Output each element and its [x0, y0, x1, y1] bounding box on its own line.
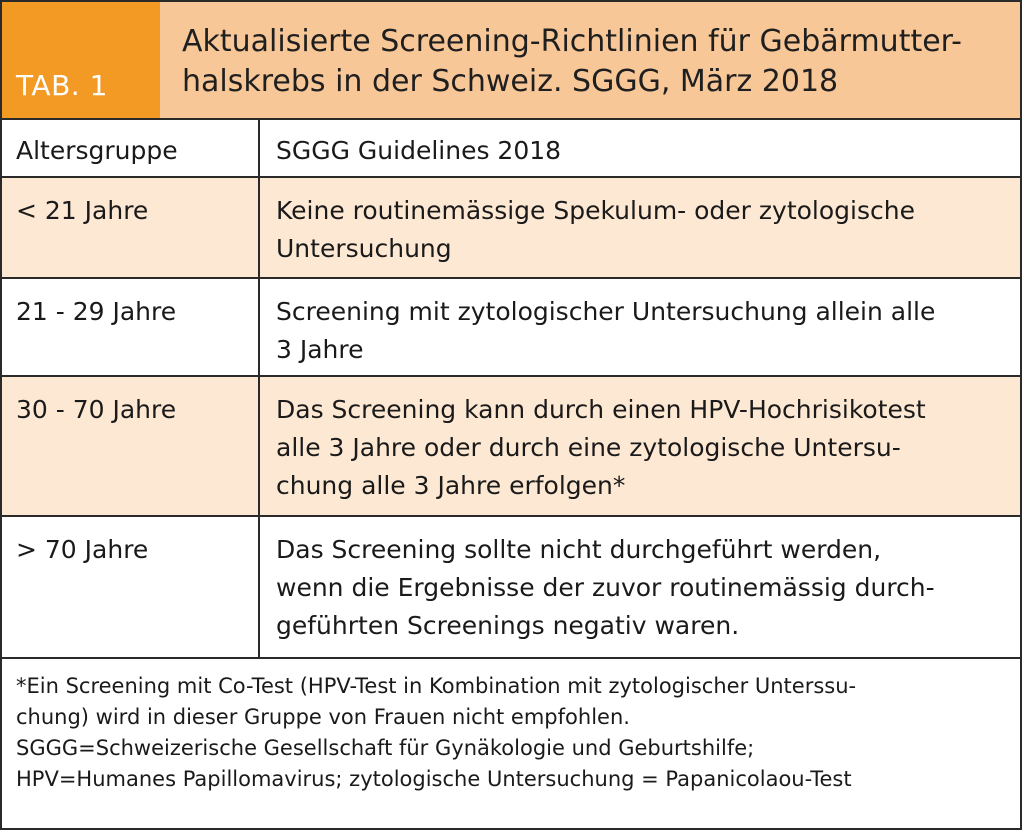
table-row: [2, 279, 1020, 377]
age-group-cell: 30 - 70 Jahre: [2, 377, 260, 515]
table-row: [2, 178, 1020, 279]
age-group-cell: 21 - 29 Jahre: [2, 279, 260, 375]
footnote-line: HPV=Humanes Papillomavirus; zytologische Untersuchung = Papanicolaou-Test: [16, 767, 852, 791]
guideline-line: alle 3 Jahre oder durch eine zytologische Untersu-: [276, 433, 901, 462]
guideline-line: 3 Jahre: [276, 335, 364, 364]
guideline-cell: [260, 377, 1020, 515]
guideline-cell: [260, 178, 1020, 277]
guideline-line: Das Screening sollte nicht durchgeführt werden,: [276, 535, 882, 564]
table-header: [2, 2, 1020, 120]
title-line-2: halskrebs in der Schweiz. SGGG, März 2018: [182, 64, 839, 99]
table-title: [160, 2, 1020, 118]
footnote-line: *Ein Screening mit Co-Test (HPV-Test in Kombination mit zytologischer Unterssu-: [16, 674, 857, 698]
table-footnote: [2, 659, 1020, 795]
tab-label: TAB. 1: [2, 2, 160, 118]
guideline-cell: [260, 279, 1020, 375]
guideline-line: wenn die Ergebnisse der zuvor routinemässig durch-: [276, 573, 935, 602]
table-row: [2, 377, 1020, 517]
column-header-guidelines: SGGG Guidelines 2018: [276, 136, 562, 165]
guideline-line: geführten Screenings negativ waren.: [276, 611, 740, 640]
footnote-line: chung) wird in dieser Gruppe von Frauen nicht empfohlen.: [16, 705, 630, 729]
footnote-line: SGGG=Schweizerische Gesellschaft für Gynäkologie und Geburtshilfe;: [16, 736, 755, 760]
guideline-cell: [260, 517, 1020, 657]
guideline-line: Keine routinemässige Spekulum- oder zytologische: [276, 196, 915, 225]
guideline-line: Das Screening kann durch einen HPV-Hochrisikotest: [276, 395, 926, 424]
guideline-line: Untersuchung: [276, 234, 452, 263]
title-line-1: Aktualisierte Screening-Richtlinien für Gebärmutter-: [182, 24, 962, 59]
column-header-row: [2, 120, 1020, 178]
age-group-cell: > 70 Jahre: [2, 517, 260, 657]
guideline-line: chung alle 3 Jahre erfolgen*: [276, 471, 626, 500]
guideline-line: Screening mit zytologischer Untersuchung allein alle: [276, 297, 936, 326]
column-header-age: Altersgruppe: [2, 120, 260, 176]
table-row: [2, 517, 1020, 659]
age-group-cell: < 21 Jahre: [2, 178, 260, 277]
